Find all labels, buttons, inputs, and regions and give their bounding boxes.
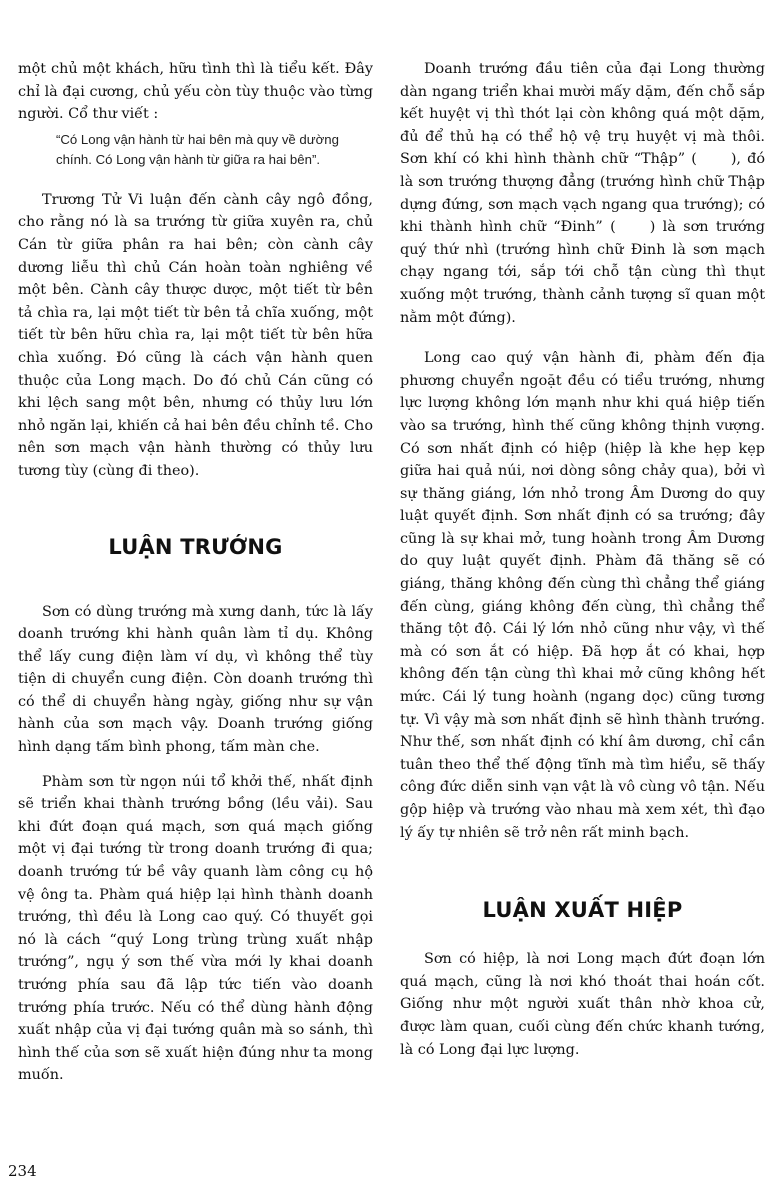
paragraph-doanh-truong: [400, 58, 765, 329]
paragraph-doanh-truong-part-2: ), đó là sơn trướng thượng đẳng (trướng hình chữ Thập dựng đứng, sơn mạch vạch ngang qua trướng); có khi thành hình chữ “Đinh” (: [400, 151, 765, 236]
paragraph-pham-son: Phàm sơn từ ngọn núi tổ khởi thế, nhất định sẽ triển khai thành trướng bồng (lều vải). Sau khi đứt đoạn quá mạch, sơn quá mạch giống một vị đại tướng từ trong doanh trướng đi qua; doanh trướng tứ bề vây quanh làm công cụ hộ vệ ông ta. Phàm quá hiệp lại hình thành doanh trướng, thì đều là Long cao quý. Có thuyết gọi nó là cách “quý Long trùng trùng xuất nhập trướng”, ngụ ý sơn thế vừa mới ly khai doanh trướng phía sau đã lập tức tiến vào doanh trướng phía trước. Nếu có thể dùng hành động xuất nhập của vị đại tướng quân mà so sánh, thì hình thế của sơn sẽ xuất hiện đúng như ta mong muốn.: [18, 773, 373, 1084]
paragraph-son-co-dung: Sơn có dùng trướng mà xưng danh, tức là lấy doanh trướng khi hành quân làm tỉ dụ. Không thể lấy cung điện làm ví dụ, vì không thể tùy tiện di chuyển cung điện. Còn doanh trướng thì có thể di chuyển hàng ngày, giống như sự vận hành của sơn mạch vậy. Doanh trướng giống hình dạng tấm bình phong, tấm màn che.: [18, 603, 373, 756]
paragraph-intro: một chủ một khách, hữu tình thì là tiểu kết. Đây chỉ là đại cương, chủ yếu còn tùy thuộc vào từng người. Cổ thư viết :: [18, 61, 373, 123]
right-column: [400, 58, 765, 1061]
paragraph-son-co-hiep: Sơn có hiệp, là nơi Long mạch đứt đoạn lớn quá mạch, cũng là nơi khó thoát thai hoán cốt. Giống như một người xuất thân nhờ khoa cử, được làm quan, cuối cùng đến chức khanh tướng, là có Long đại lực lượng.: [400, 951, 765, 1058]
paragraph-long-cao-quy: Long cao quý vận hành đi, phàm đến địa phương chuyển ngoặt đều có tiểu trướng, nhưng lực lượng không lớn mạnh như khi quá hiệp tiến vào sa trướng, hình thế cũng không thịnh vượng. Có sơn nhất định có hiệp (hiệp là khe hẹp kẹp giữa hai quả núi, nơi dòng sông chảy qua), bởi vì sự thăng giáng, lớn nhỏ trong Âm Dương do quy luật quyết định. Sơn nhất định có sa trướng; đây cũng là sự khai mở, tung hoành trong Âm Dương do quy luật quyết định. Phàm đã thăng sẽ có giáng, thăng không đến cùng thì chẳng thể giáng đến cùng, giáng không đến cùng, thì chẳng thể thăng tột độ. Cái lý lớn nhỏ cũng như vậy, vì thế mà có sơn ắt có hiệp. Đã hợp ắt có khai, hợp không đến tận cùng thì khai mở cũng không hết mức. Cái lý tung hoành (ngang dọc) cũng tương tự. Vì vậy mà sơn nhất định sẽ hình thành trướng. Như thế, sơn nhất định có khí âm dương, chỉ cần tuân theo thể thế động tĩnh mà tìm hiểu, sẽ thấy công đức diễn sinh vạn vật là vô cùng vô tận. Nếu gộp hiệp và trướng vào nhau mà xem xét, thì đạo lý ấy tự nhiên sẽ trở nên rất minh bạch.: [400, 350, 765, 841]
page-number: 234: [8, 1162, 37, 1180]
quotation: “Có Long vận hành từ hai bên mà quy về dường chính. Có Long vận hành từ giữa ra hai bên”.: [56, 131, 339, 168]
heading-luan-xuat-hiep: LUẬN XUẤT HIỆP: [482, 898, 683, 923]
paragraph-doanh-truong-part-1: Doanh trướng đầu tiên của đại Long thường dàn ngang triển khai mười mấy dặm, đến chỗ sắp kết huyệt vị thì thót lại còn không quá một dặm, đủ để thủ hạ có thể hộ vệ trụ huyệt vị mà thôi. Sơn khí có khi hình thành chữ “Thập” (: [400, 61, 765, 168]
heading-luan-truong: LUẬN TRƯỚNG: [108, 534, 283, 559]
paragraph-truong-tu-vi: Trương Tử Vi luận đến cành cây ngô đồng, cho rằng nó là sa trướng từ giữa xuyên ra, chủ Cán từ giữa phân ra hai bên; còn cành cây dương liễu thì chủ Cán hoàn toàn nghiêng về một bên. Cành cây thược dược, một tiết từ bên tả chìa ra, lại một tiết từ bên tả chĩa xuống, một tiết từ bên hữu chìa ra, lại một tiết từ bên hữa chìa xuống. Đó cũng là cách vận hành quen thuộc của Long mạch. Do đó chủ Cán cũng có khi lệch sang một bên, nhưng có thủy lưu lớn nhỏ ngăn lại, khiến cả hai bên đều chỉnh tề. Cho nên sơn mạch vận hành thường có thủy lưu tương tùy (cùng đi theo).: [18, 191, 373, 479]
left-column: [18, 58, 373, 1087]
paragraph-doanh-truong-part-3: ) là sơn trướng quý thứ nhì (trướng hình chữ Đinh là sơn mạch chạy ngang tới, sắp tới chỗ tận cùng thì thụt xuống một trướng, thành cảnh tượng sĩ quan một nằm một đứng).: [400, 219, 765, 326]
